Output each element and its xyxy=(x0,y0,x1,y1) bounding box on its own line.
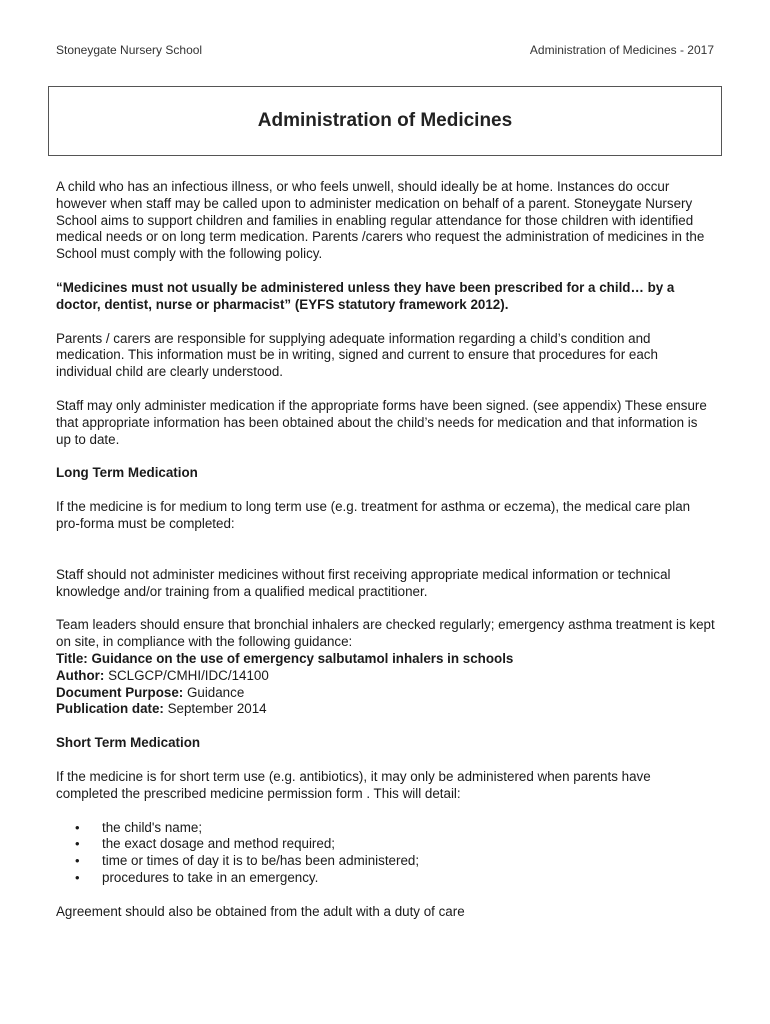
staff-training-paragraph: Staff should not administer medicines without first receiving appropriate medical information or technical knowledge and/or training from a qualified medical practitioner. xyxy=(56,566,671,599)
list-item xyxy=(56,853,716,870)
title-box xyxy=(48,86,722,156)
agreement-paragraph: Agreement should also be obtained from the adult with a duty of care xyxy=(56,903,465,919)
eyfs-quote: “Medicines must not usually be administered unless they have been prescribed for a child… by a doctor, dentist, nurse or pharmacist” (EYFS statutory framework 2012). xyxy=(56,279,675,312)
list-item-text: the exact dosage and method required; xyxy=(102,836,336,852)
inhalers-paragraph: Team leaders should ensure that bronchial inhalers are checked regularly; emergency asthma treatment is kept on site, in compliance with the following guidance: xyxy=(56,617,715,650)
guidance-author-value: SCLGCP/CMHI/IDC/14100 xyxy=(108,667,269,683)
list-item-text: the child's name; xyxy=(102,819,203,835)
staff-forms-paragraph: Staff may only administer medication if the appropriate forms have been signed. (see appendix) These ensure that appropriate information has been obtained about the child’s needs for medication and that information is up to date. xyxy=(56,397,707,447)
guidance-date-label: Publication date: xyxy=(56,701,168,717)
long-term-paragraph: If the medicine is for medium to long term use (e.g. treatment for asthma or eczema), the medical care plan pro-forma must be completed: xyxy=(56,499,691,531)
parents-paragraph: Parents / carers are responsible for supplying adequate information regarding a child’s condition and medication. This information must be in writing, signed and current to ensure that procedures for each individual child are clearly understood. xyxy=(56,330,658,380)
list-item-text: procedures to take in an emergency. xyxy=(102,869,319,885)
list-item xyxy=(56,820,716,837)
bullet-icon: • xyxy=(75,836,80,852)
long-term-heading: Long Term Medication xyxy=(56,465,198,481)
guidance-author-line xyxy=(56,668,716,685)
header-school-name: Stoneygate Nursery School xyxy=(56,43,203,57)
guidance-title-value: Guidance on the use of emergency salbutamol inhalers in schools xyxy=(91,650,514,666)
header-document-reference: Administration of Medicines - 2017 xyxy=(529,43,714,57)
guidance-date-value: September 2014 xyxy=(167,701,267,717)
guidance-purpose-value: Guidance xyxy=(186,684,245,700)
document-body xyxy=(56,179,716,921)
guidance-purpose-label: Document Purpose: xyxy=(56,684,187,700)
bullet-icon: • xyxy=(75,819,80,835)
guidance-title-line xyxy=(56,651,716,668)
short-term-heading: Short Term Medication xyxy=(56,735,201,751)
bullet-icon: • xyxy=(75,853,80,869)
intro-paragraph: A child who has an infectious illness, or who feels unwell, should ideally be at home. Instances do occur however when staff may be called upon to administer medication on behalf of a parent. Stoneygate Nursery School aims to support children and families in enabling regular attendance for those children with identified medical needs or on long term medication. Parents /carers who request the administration of medicines in the School must comply with the following policy. xyxy=(56,179,705,262)
bullet-icon: • xyxy=(75,869,80,885)
list-item xyxy=(56,836,716,853)
list-item xyxy=(56,870,716,887)
details-list xyxy=(56,820,716,887)
short-term-paragraph: If the medicine is for short term use (e.g. antibiotics), it may only be administered when parents have completed the prescribed medicine permission form . This will detail: xyxy=(56,768,651,801)
guidance-title-label: Title: xyxy=(56,650,92,666)
guidance-purpose-line xyxy=(56,685,716,702)
list-item-text: time or times of day it is to be/has been administered; xyxy=(102,853,420,869)
guidance-date-line xyxy=(56,701,716,718)
page-title: Administration of Medicines xyxy=(257,110,513,131)
guidance-author-label: Author: xyxy=(56,667,109,683)
